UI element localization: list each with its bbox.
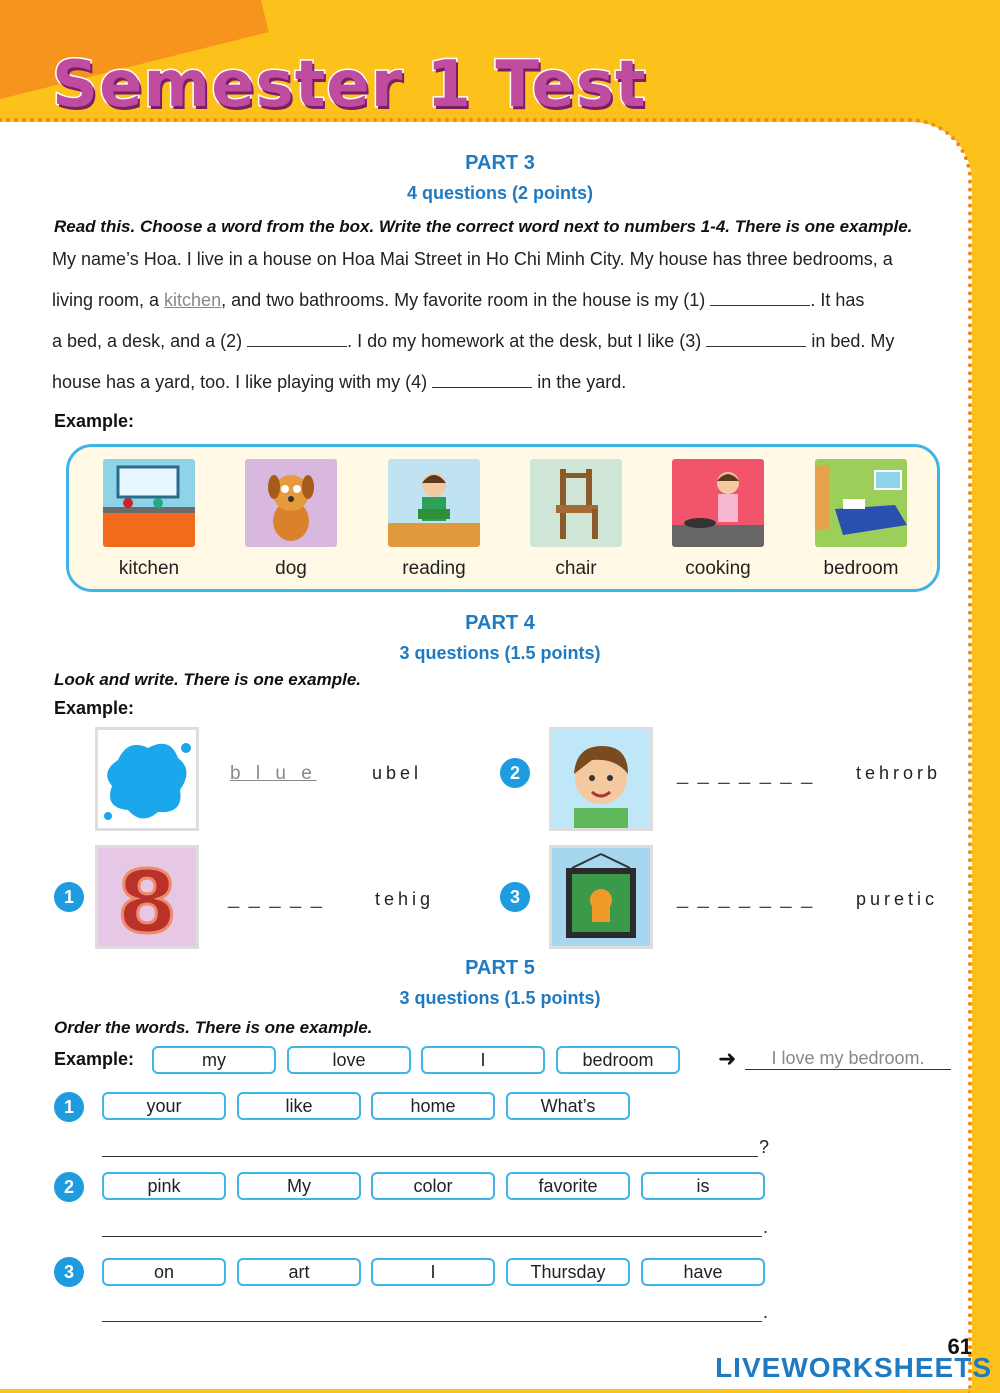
page-number: 61 — [947, 1334, 972, 1359]
word-card-kitchen — [103, 459, 195, 580]
part4-answer-2-input[interactable]: _ _ _ _ _ _ _ — [677, 763, 815, 785]
number-eight-image — [95, 845, 199, 949]
word-chip[interactable]: like — [237, 1092, 361, 1120]
part5-example-label: Example: — [54, 1049, 135, 1069]
part4-answer-3-input[interactable]: _ _ _ _ _ _ _ — [677, 887, 815, 909]
word-chip[interactable]: home — [371, 1092, 495, 1120]
blank-2-input[interactable] — [247, 330, 347, 347]
part5-answer-1-input[interactable] — [102, 1156, 758, 1157]
passage-line-4: house has a yard, too. I like playing with my (4) in the yard. — [52, 372, 627, 392]
part4-scramble-1: tehig — [375, 889, 435, 909]
part4-answer-1-input[interactable]: _ _ _ _ _ — [228, 887, 324, 909]
word-chip[interactable]: color — [371, 1172, 495, 1200]
part5-answer-2-input[interactable] — [102, 1236, 762, 1237]
part4-example-scramble: ubel — [372, 763, 423, 783]
example-answer: kitchen — [164, 290, 222, 310]
svg-text:8: 8 — [117, 853, 177, 946]
part5-heading: PART 5 — [465, 957, 535, 979]
part4-number-1: 1 — [54, 882, 84, 912]
page-title: Semester 1 Test — [52, 48, 647, 122]
part3-instruction: Read this. Choose a word from the box. Write the correct word next to numbers 1-4. There is one example. — [54, 217, 913, 236]
example-word-chip: I — [421, 1046, 545, 1074]
word-chip[interactable]: pink — [102, 1172, 226, 1200]
dog-image — [245, 459, 337, 547]
blank-3-input[interactable] — [706, 330, 806, 347]
word-chip[interactable]: art — [237, 1258, 361, 1286]
part4-number-3: 3 — [500, 882, 530, 912]
part5-number-3: 3 — [54, 1257, 84, 1287]
answer-3-punctuation: . — [763, 1302, 769, 1322]
word-card-bedroom — [815, 459, 907, 580]
chair-image — [530, 459, 622, 547]
part3-example-label: Example: — [54, 411, 135, 431]
word-chip[interactable]: What’s — [506, 1092, 630, 1120]
blue-paint-image — [95, 727, 199, 831]
word-card-dog — [245, 459, 337, 580]
word-chip[interactable]: on — [102, 1258, 226, 1286]
part5-example-answer: I love my bedroom. — [745, 1048, 951, 1070]
word-bedroom: bedroom — [823, 558, 899, 579]
blank-1-input[interactable] — [710, 289, 810, 306]
part5-subheading: 3 questions (1.5 points) — [399, 988, 601, 1008]
part4-instruction: Look and write. There is one example. — [54, 670, 362, 689]
part4-example-label: Example: — [54, 698, 135, 718]
word-card-cooking — [672, 459, 764, 580]
word-chip[interactable]: My — [237, 1172, 361, 1200]
word-chair: chair — [555, 558, 597, 579]
word-box — [66, 444, 940, 592]
answer-1-punctuation: ? — [759, 1137, 770, 1157]
brother-image — [549, 727, 653, 831]
word-chip[interactable]: have — [641, 1258, 765, 1286]
part3-passage — [52, 239, 952, 403]
part4-heading: PART 4 — [465, 612, 535, 634]
cooking-image — [672, 459, 764, 547]
blank-4-input[interactable] — [432, 371, 532, 388]
part4-subheading: 3 questions (1.5 points) — [399, 643, 601, 663]
part5-number-1: 1 — [54, 1092, 84, 1122]
part3-heading: PART 3 — [465, 152, 535, 174]
part5-answer-3-input[interactable] — [102, 1321, 762, 1322]
word-dog: dog — [275, 558, 307, 579]
word-cooking: cooking — [685, 558, 751, 579]
part3-subheading: 4 questions (2 points) — [406, 183, 593, 203]
brand-logo: LIVEWORKSHEETS — [715, 1352, 992, 1383]
word-reading: reading — [402, 558, 466, 579]
part5-number-2: 2 — [54, 1172, 84, 1202]
passage-line-3: a bed, a desk, and a (2) . I do my homework at the desk, but I like (3) in bed. My — [52, 331, 895, 351]
part4-scramble-3: puretic — [856, 889, 939, 909]
part4-example-answer: b l u e — [230, 763, 317, 784]
word-chip[interactable]: I — [371, 1258, 495, 1286]
word-chip[interactable]: your — [102, 1092, 226, 1120]
word-kitchen: kitchen — [118, 558, 180, 579]
part4-scramble-2: tehrorb — [856, 763, 942, 783]
passage-line-1: My name’s Hoa. I live in a house on Hoa Mai Street in Ho Chi Minh City. My house has three bedrooms, a — [52, 249, 893, 269]
example-word-chip: love — [287, 1046, 411, 1074]
word-card-reading — [388, 459, 480, 580]
part4-number-2: 2 — [500, 758, 530, 788]
answer-2-punctuation: . — [763, 1217, 769, 1237]
bedroom-image — [815, 459, 907, 547]
picture-frame-image — [549, 845, 653, 949]
word-chip[interactable]: is — [641, 1172, 765, 1200]
arrow-icon: ➜ — [718, 1046, 737, 1071]
word-chip[interactable]: Thursday — [506, 1258, 630, 1286]
reading-image — [388, 459, 480, 547]
example-word-chip: bedroom — [556, 1046, 680, 1074]
example-word-chip: my — [152, 1046, 276, 1074]
word-chip[interactable]: favorite — [506, 1172, 630, 1200]
kitchen-image — [103, 459, 195, 547]
word-card-chair — [530, 459, 622, 580]
part5-instruction: Order the words. There is one example. — [54, 1018, 373, 1037]
passage-line-2: living room, a kitchen, and two bathrooms. My favorite room in the house is my (1) . It has — [52, 290, 865, 310]
